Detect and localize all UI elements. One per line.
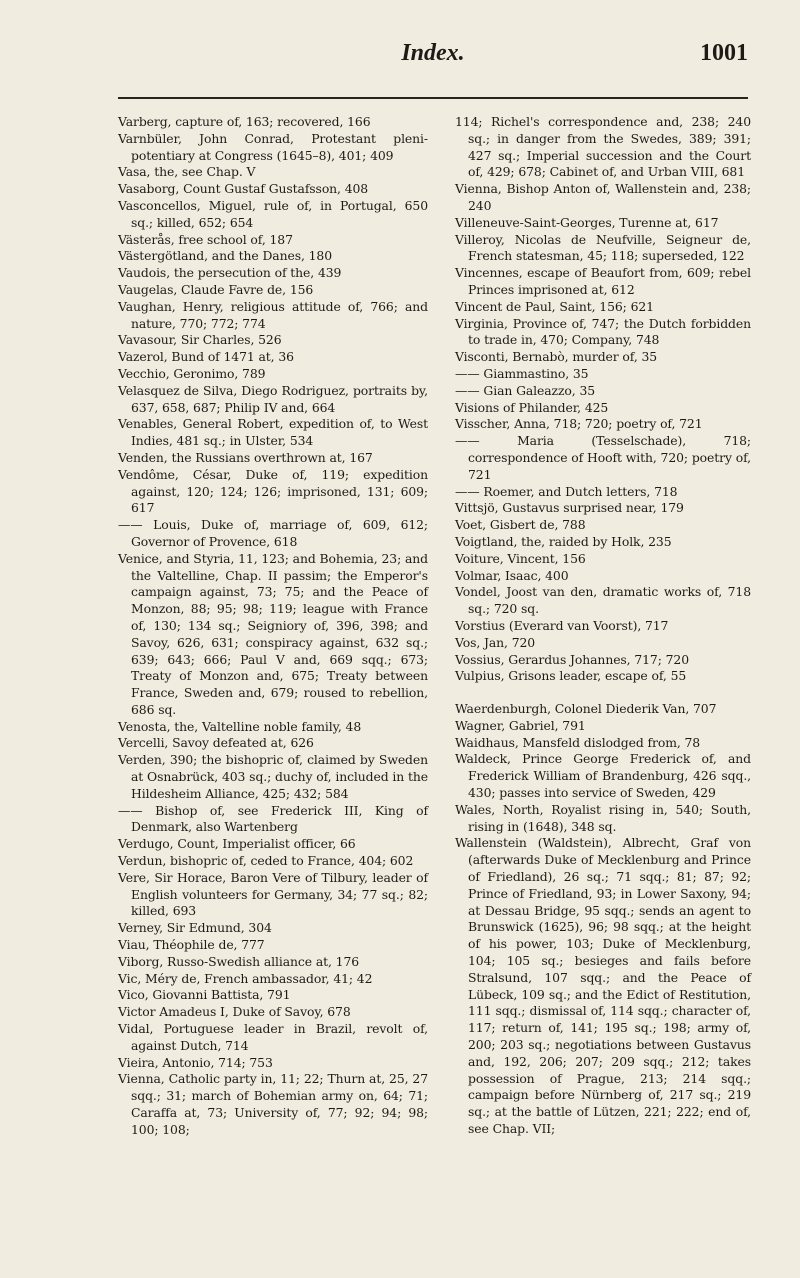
index-entry: Villeroy, Nicolas de Neufville, Seigneur de, French statesman, 45; 118; superseded, 122 [455, 231, 751, 264]
index-entry: Verney, Sir Edmund, 304 [118, 920, 272, 936]
index-entry: Vienna, Catholic party in, 11; 22; Thurn at, 25, 27 sqq.; 31; march of Bohemian army on, 64; 71; Caraffa at, 73; University of, 77; 92; 94; 98; 100; 108; [118, 1071, 428, 1137]
index-entry: Vecchio, Geronimo, 789 [118, 365, 266, 381]
index-entry: Waidhaus, Mansfeld dislodged from, 78 [455, 734, 701, 750]
index-entry: Vere, Sir Horace, Baron Vere of Tilbury, leader of English volunteers for Germany, 34; 77 sq.; 82; killed, 693 [118, 869, 428, 919]
index-entry: Varnbüler, John Conrad, Protestant pleni-potentiary at Congress (1645–8), 401; 409 [118, 130, 428, 163]
index-entry: Virginia, Province of, 747; the Dutch forbidden to trade in, 470; Company, 748 [455, 315, 751, 348]
index-entry: Vasconcellos, Miguel, rule of, in Portugal, 650 sq.; killed, 652; 654 [118, 197, 428, 230]
index-entry: Wallenstein (Waldstein), Albrecht, Graf von (afterwards Duke of Mecklenburg and Prince of Friedland), 26 sq.; 71 sqq.; 81; 87; 92; Prince of Friedland, 93; in Lower Saxony, 94; at Dessau Bridge, 95 sqq.; sends an agent to Brunswick (1625), 96; 98 sqq.; at the height of his power, 103; Duke of Mecklenburg, 104; 105 sq.; besieges and fails before Stralsund, 107 sqq.; and the Peace of Lübeck, 109 sq.; and the Edict of Restitution, 111 sqq.; dismissal of, 114 sqq.; character of, 117; return of, 141; 195 sq.; 198; army of, 200; 203 sq.; negotiations between Gustavus and, 192, 206; 207; 209 sqq.; 212; takes possession of Prague, 213; 214 sqq.; campaign before Nürnberg of, 217 sq.; 219 sq.; at the battle of Lützen, 221; 222; end of, see Chap. VII; [455, 835, 751, 1137]
index-entry: Vasaborg, Count Gustaf Gustafsson, 408 [118, 181, 369, 197]
index-entry: Venden, the Russians overthrown at, 167 [118, 449, 373, 465]
index-entry: Varberg, capture of, 163; recovered, 166 [118, 114, 371, 129]
index-entry: Vercelli, Savoy defeated at, 626 [118, 735, 314, 751]
right-column [455, 114, 751, 1138]
index-entry: Villeneuve-Saint-Georges, Turenne at, 617 [455, 214, 719, 230]
page-number: 1001 [700, 40, 748, 66]
index-entry: —— Louis, Duke of, marriage of, 609, 612; Governor of Provence, 618 [118, 517, 428, 549]
index-entry: Vaugelas, Claude Favre de, 156 [118, 281, 314, 297]
index-entry: Verden, 390; the bishopric of, claimed by Sweden at Osnabrück, 403 sq.; duchy of, included in the Hildesheim Alliance, 425; 432; 584 [118, 752, 428, 801]
section-gap [455, 685, 751, 701]
index-entry: Vavasour, Sir Charles, 526 [118, 332, 282, 348]
index-entry: Vossius, Gerardus Johannes, 717; 720 [455, 651, 689, 667]
index-entry: Visconti, Bernabò, murder of, 35 [455, 349, 658, 365]
index-entry: Voet, Gisbert de, 788 [455, 517, 586, 533]
index-entry: Volmar, Isaac, 400 [455, 567, 569, 583]
index-entry: Vincent de Paul, Saint, 156; 621 [455, 298, 654, 314]
index-entry: Vaughan, Henry, religious attitude of, 766; and nature, 770; 772; 774 [118, 298, 428, 331]
header-rule [118, 97, 748, 99]
index-entry: Västerås, free school of, 187 [118, 231, 293, 247]
index-entry: Vic, Méry de, French ambassador, 41; 42 [118, 970, 373, 986]
index-entry: Vincennes, escape of Beaufort from, 609; rebel Princes imprisoned at, 612 [455, 265, 751, 297]
index-entry: —— Roemer, and Dutch letters, 718 [455, 483, 678, 499]
index-entry: Velasquez de Silva, Diego Rodriguez, portraits by, 637, 658, 687; Philip IV and, 664 [118, 382, 428, 415]
left-column [118, 114, 428, 1139]
index-entry: Voigtland, the, raided by Holk, 235 [455, 533, 672, 549]
index-entry: Venice, and Styria, 11, 123; and Bohemia, 23; and the Valtelline, Chap. II passim; the Emperor's campaign against, 73; 75; and the Peace of Monzon, 88; 95; 98; 119; league with France of, 130; 134 sq.; Seigniory of, 396, 398; and Savoy, 626, 631; conspiracy against, 632 sq.; 639; 643; 666; Paul V and, 669 sqq.; 673; Treaty of Monzon and, 675; Treaty between France, Sweden and, 679; roused to rebellion, 686 sq. [118, 550, 428, 717]
index-entry: Visions of Philander, 425 [455, 399, 609, 415]
index-entry: Waldeck, Prince George Frederick of, and Frederick William of Brandenburg, 426 sqq., 430; passes into service of Sweden, 429 [455, 751, 751, 801]
page-header [118, 40, 748, 80]
running-title: Index. [401, 40, 465, 66]
index-entry: —— Bishop of, see Frederick III, King of Denmark, also Wartenberg [118, 802, 428, 835]
index-entry: Voiture, Vincent, 156 [455, 550, 586, 566]
index-entry: Vienna, Bishop Anton of, Wallenstein and, 238; 240 [455, 181, 751, 213]
index-entry: Visscher, Anna, 718; 720; poetry of, 721 [455, 416, 703, 432]
index-entry: Vittsjö, Gustavus surprised near, 179 [455, 500, 684, 516]
index-entry: Vasa, the, see Chap. V [118, 164, 256, 180]
index-entry: 114; Richel's correspondence and, 238; 240 sq.; in danger from the Swedes, 389; 391; 427 sq.; Imperial succession and the Court of, 429; 678; Cabinet of, and Urban VIII, 681 [455, 114, 751, 180]
index-entry: Vondel, Joost van den, dramatic works of, 718 sq.; 720 sq. [455, 584, 751, 617]
index-entry: —— Maria (Tesselschade), 718; correspondence of Hooft with, 720; poetry of, 721 [455, 433, 751, 482]
index-entry: Viau, Théophile de, 777 [118, 937, 265, 953]
index-entry: Vendôme, César, Duke of, 119; expedition against, 120; 124; 126; imprisoned, 131; 609; 617 [118, 466, 428, 516]
index-entry: Vazerol, Bund of 1471 at, 36 [118, 349, 294, 365]
index-entry: Vieira, Antonio, 714; 753 [118, 1054, 273, 1070]
index-entry: Vidal, Portuguese leader in Brazil, revolt of, against Dutch, 714 [118, 1021, 428, 1053]
index-entry: Venosta, the, Valtelline noble family, 48 [118, 718, 362, 734]
index-entry: Viborg, Russo-Swedish alliance at, 176 [118, 953, 360, 969]
index-entry: Västergötland, and the Danes, 180 [118, 248, 332, 264]
index-entry: —— Gian Galeazzo, 35 [455, 382, 596, 398]
index-entry: Victor Amadeus I, Duke of Savoy, 678 [118, 1004, 351, 1020]
index-entry: Vaudois, the persecution of the, 439 [118, 265, 342, 281]
index-entry: Wagner, Gabriel, 791 [455, 717, 586, 733]
index-entry: Vos, Jan, 720 [455, 634, 536, 650]
index-entry: —— Giammastino, 35 [455, 365, 589, 381]
index-entry: Wales, North, Royalist rising in, 540; South, rising in (1648), 348 sq. [455, 801, 751, 834]
index-entry: Waerdenburgh, Colonel Diederik Van, 707 [455, 701, 717, 717]
index-entry: Verdun, bishopric of, ceded to France, 404; 602 [118, 853, 414, 869]
index-entry: Vorstius (Everard van Voorst), 717 [455, 617, 669, 633]
v-entries [455, 114, 751, 685]
index-entry: Vulpius, Grisons leader, escape of, 55 [455, 668, 687, 684]
w-entries [455, 701, 751, 1138]
index-entry: Vico, Giovanni Battista, 791 [118, 987, 291, 1003]
index-entry: Verdugo, Count, Imperialist officer, 66 [118, 836, 356, 852]
index-entry: Venables, General Robert, expedition of, to West Indies, 481 sq.; in Ulster, 534 [118, 416, 428, 449]
